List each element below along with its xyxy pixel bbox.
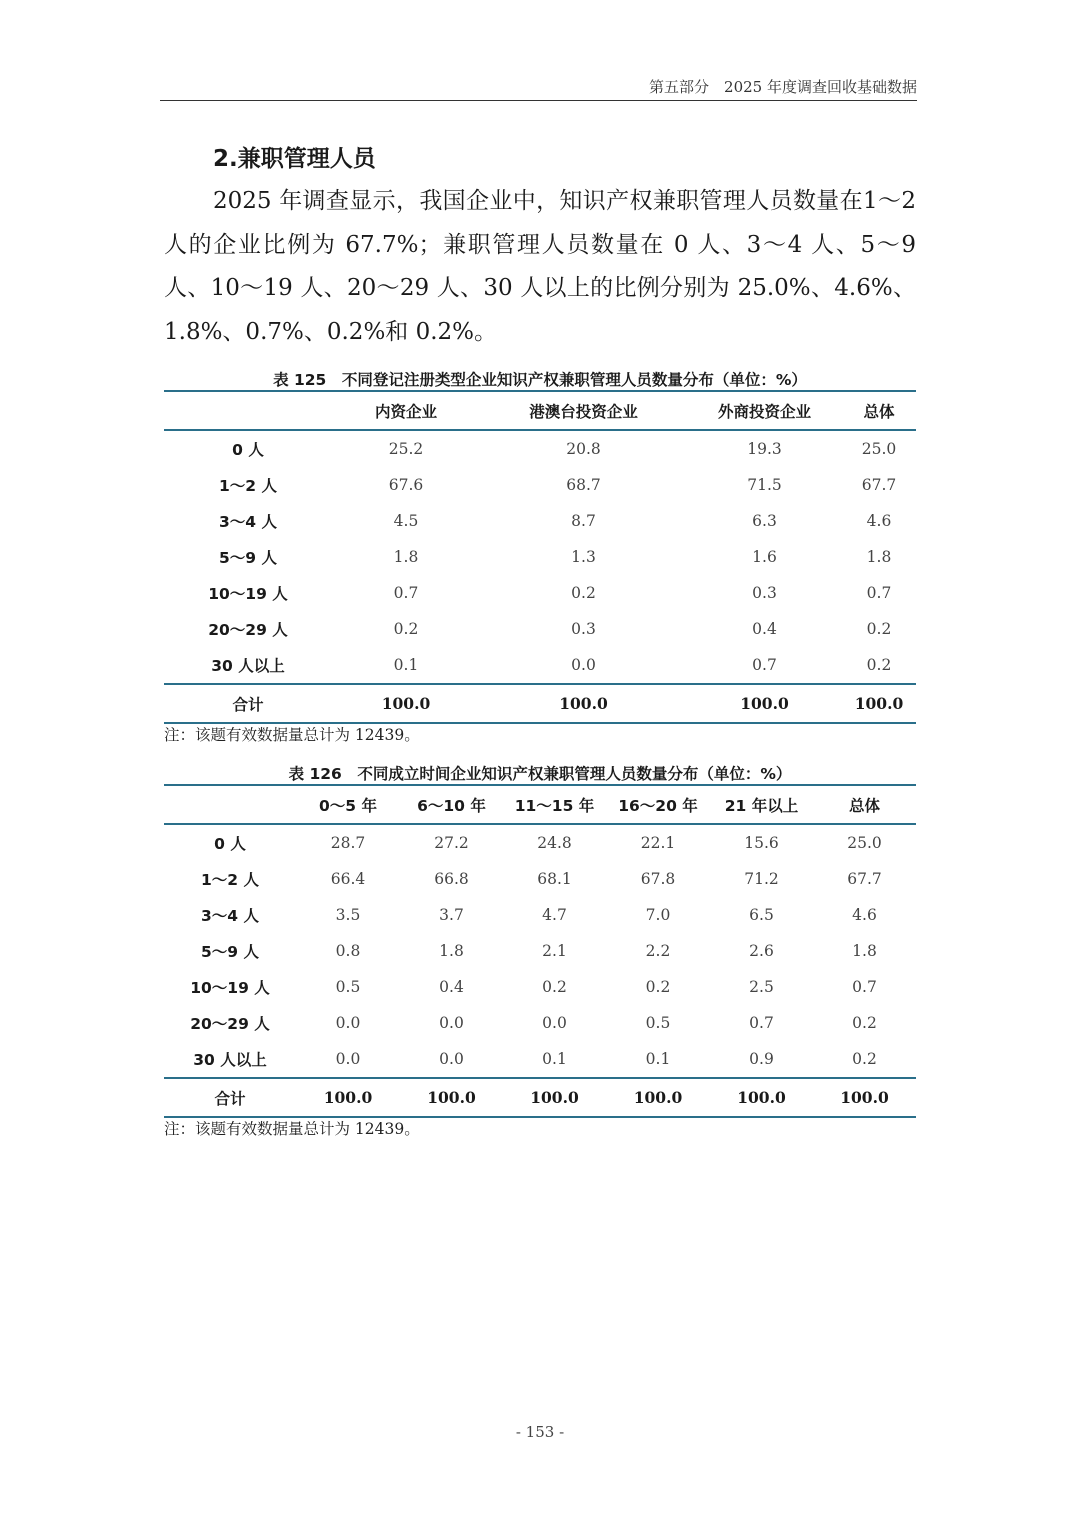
table-cell: 1.3 [571,548,596,566]
table-cell: 0.4 [752,620,777,638]
table-cell: 0.2 [852,1014,877,1032]
row-label: 10～19 人 [190,979,270,997]
table-cell: 66.8 [434,870,469,888]
table-cell: 1.8 [866,548,892,566]
row-label: 20～29 人 [208,621,288,639]
table-cell: 0.7 [852,978,877,996]
table-126-note: 注：该题有效数据量总计为 12439。 [164,1120,420,1138]
column-header: 外商投资企业 [717,402,811,421]
table-cell: 2.1 [542,942,567,960]
table-row [164,430,916,467]
table-126-caption: 表 126 不同成立时间企业知识产权兼职管理人员数量分布（单位：%） [288,765,792,783]
section-title: 2.兼职管理人员 [213,146,376,172]
table-row [164,539,916,575]
column-header: 21 年以上 [724,796,799,815]
table-cell: 0.2 [866,620,892,638]
table-cell: 0.7 [393,584,419,602]
total-row [164,684,916,723]
table-cell: 0.2 [393,620,419,638]
table-cell: 1.8 [852,942,877,960]
table-cell: 0.0 [571,656,596,674]
table-cell: 67.7 [861,476,897,494]
column-header: 6～10 年 [417,796,486,815]
table-row [164,897,916,933]
table-cell: 0.2 [542,978,567,996]
table-cell: 0.0 [542,1014,567,1032]
table-cell: 4.7 [542,906,567,924]
row-label: 0 人 [232,441,264,459]
total-row [164,1078,916,1117]
table-cell: 6.5 [749,906,774,924]
table-cell: 1.6 [752,548,777,566]
column-header: 港澳台投资企业 [529,402,638,421]
table-cell: 22.1 [640,834,676,852]
table-cell: 0.0 [439,1014,464,1032]
table-cell: 2.6 [749,942,774,960]
table-row [164,467,916,503]
column-header: 内资企业 [374,402,437,421]
table-cell: 0.0 [439,1050,464,1068]
table-cell: 0.2 [866,656,892,674]
total-cell: 100.0 [559,694,608,713]
table-cell: 71.5 [747,476,782,494]
table-cell: 0.9 [749,1050,774,1068]
table-cell: 67.6 [388,476,424,494]
table-cell: 0.1 [542,1050,567,1068]
table-cell: 2.5 [749,978,774,996]
table-125 [164,390,916,724]
table-cell: 4.6 [866,512,892,530]
table-126-header-row [164,785,916,824]
table-125-caption: 表 125 不同登记注册类型企业知识产权兼职管理人员数量分布（单位：%） [273,371,807,389]
table-cell: 0.4 [439,978,464,996]
table-cell: 8.7 [571,512,596,530]
table-row [164,969,916,1005]
table-cell: 0.5 [645,1014,671,1032]
table-row [164,824,916,861]
table-cell: 28.7 [330,834,366,852]
table-cell: 66.4 [330,870,366,888]
table-row [164,933,916,969]
row-label: 30 人以上 [193,1051,267,1069]
table-cell: 0.5 [335,978,361,996]
table-cell: 0.1 [645,1050,671,1068]
row-label: 0 人 [214,835,246,853]
table-cell: 68.7 [566,476,601,494]
table-cell: 25.0 [847,834,882,852]
table-cell: 0.7 [752,656,777,674]
table-row [164,575,916,611]
row-label: 1～2 人 [201,871,259,889]
table-cell: 24.8 [537,834,572,852]
table-cell: 71.2 [744,870,779,888]
table-row [164,1005,916,1041]
table-cell: 7.0 [645,906,671,924]
total-cell: 100.0 [854,694,904,713]
table-126 [164,784,916,1118]
table-cell: 67.8 [640,870,676,888]
table-row [164,1041,916,1078]
total-cell: 100.0 [840,1088,889,1107]
total-cell: 100.0 [740,694,789,713]
total-cell: 100.0 [737,1088,786,1107]
table-row [164,861,916,897]
table-cell: 67.7 [847,870,882,888]
section-paragraph: 2025 年调查显示，我国企业中，知识产权兼职管理人员数量在1～2 人的企业比例为 67.7%；兼职管理人员数量在 0 人、3～4 人、5～9 人、10～19 人、20～29 人、30 人以上的比例分别为 25.0%、4.6%、1.8%、0.7%、0.2%和 0.2%。 [164,188,916,345]
table-cell: 1.8 [393,548,419,566]
table-cell: 27.2 [434,834,469,852]
total-label: 合计 [232,695,264,714]
table-cell: 6.3 [752,512,777,530]
table-cell: 0.7 [866,584,892,602]
table-cell: 4.5 [393,512,419,530]
table-cell: 68.1 [537,870,572,888]
row-label: 1～2 人 [219,477,277,495]
total-cell: 100.0 [323,1088,373,1107]
total-cell: 100.0 [381,694,431,713]
table-cell: 0.7 [749,1014,774,1032]
table-cell: 25.2 [388,440,424,458]
table-cell: 19.3 [747,440,782,458]
table-cell: 20.8 [566,440,601,458]
row-label: 3～4 人 [201,907,259,925]
column-header: 总体 [848,796,880,815]
table-row [164,503,916,539]
table-cell: 0.3 [571,620,596,638]
column-header: 16～20 年 [618,796,698,815]
total-cell: 100.0 [530,1088,579,1107]
table-cell: 25.0 [861,440,897,458]
table-cell: 1.8 [439,942,464,960]
table-cell: 0.8 [335,942,361,960]
table-cell: 4.6 [852,906,877,924]
table-row [164,611,916,647]
table-cell: 0.2 [571,584,596,602]
table-125-note: 注：该题有效数据量总计为 12439。 [164,726,420,744]
row-label: 3～4 人 [219,513,277,531]
total-cell: 100.0 [427,1088,476,1107]
row-label: 5～9 人 [219,549,277,567]
row-label: 20～29 人 [190,1015,270,1033]
table-cell: 0.2 [852,1050,877,1068]
page-header: 第五部分 2025 年度调查回收基础数据 [649,78,917,96]
row-label: 5～9 人 [201,943,259,961]
column-header: 11～15 年 [514,796,595,815]
table-cell: 3.7 [439,906,464,924]
total-cell: 100.0 [633,1088,683,1107]
row-label: 10～19 人 [208,585,288,603]
table-cell: 2.2 [645,942,671,960]
table-cell: 0.3 [752,584,777,602]
column-header: 总体 [863,402,895,421]
table-cell: 15.6 [744,834,779,852]
table-125-header-row [164,391,916,430]
table-cell: 0.0 [335,1050,361,1068]
row-label: 30 人以上 [211,657,285,675]
table-cell: 0.2 [645,978,671,996]
page-number: - 153 - [515,1423,565,1441]
header-corner [164,391,332,430]
table-row [164,647,916,684]
total-label: 合计 [214,1089,246,1108]
header-rule [160,100,917,101]
column-header: 0～5 年 [319,796,377,815]
header-corner [164,785,296,824]
table-cell: 3.5 [335,906,361,924]
table-cell: 0.0 [335,1014,361,1032]
table-cell: 0.1 [393,656,419,674]
